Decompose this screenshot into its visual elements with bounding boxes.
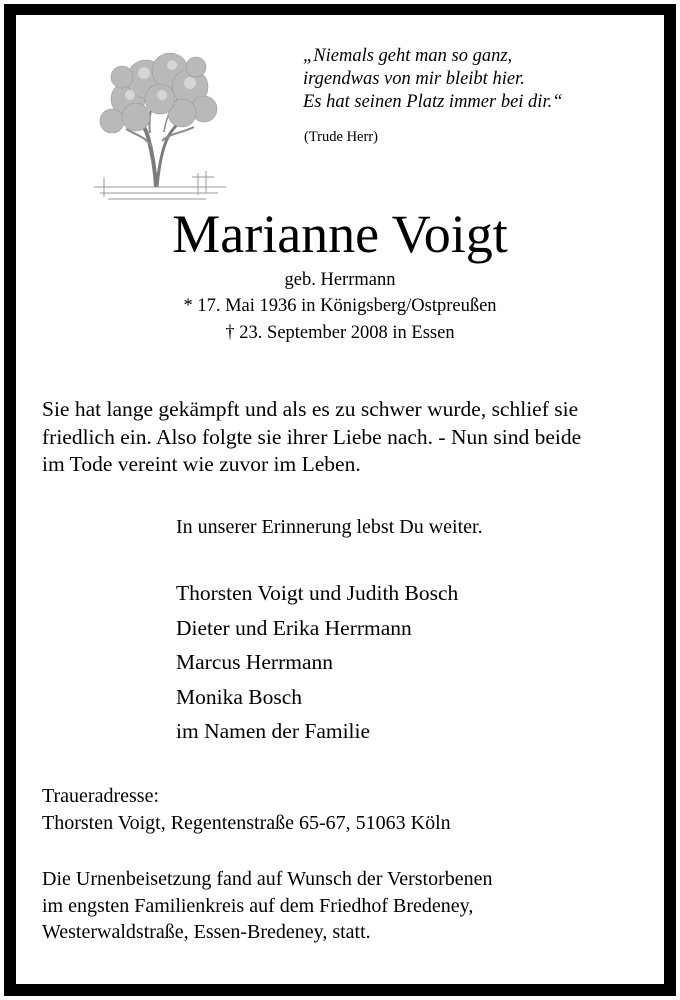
burial-line: Westerwaldstraße, Essen-Bredeney, statt.	[42, 921, 371, 943]
deceased-name: Marianne Voigt	[172, 204, 508, 264]
mourner: im Namen der Familie	[176, 719, 371, 743]
mourner: Thorsten Voigt und Judith Bosch	[176, 581, 459, 605]
quote-line: Es hat seinen Platz immer bei dir.“	[303, 92, 563, 112]
memory-text: In unserer Erinnerung lebst Du weiter.	[176, 516, 483, 538]
quote-line: „Niemals geht man so ganz,	[303, 46, 513, 66]
quote-line: irgendwas von mir bleibt hier.	[303, 69, 525, 89]
mourning-address: Thorsten Voigt, Regentenstraße 65-67, 51063 Köln	[42, 812, 451, 834]
mourners-list	[176, 576, 458, 749]
maiden-name: geb. Herrmann	[284, 270, 396, 290]
mourner: Dieter und Erika Herrmann	[176, 615, 412, 640]
quote-author: (Trude Herr)	[304, 129, 378, 145]
burial-notice	[42, 866, 493, 946]
tribute-line: im Tode vereint wie zuvor im Leben.	[42, 452, 361, 476]
quote	[303, 45, 563, 114]
tree-illustration	[86, 37, 234, 205]
birth-date: * 17. Mai 1936 in Königsberg/Ostpreußen	[183, 296, 497, 316]
burial-line: im engsten Familienkreis auf dem Friedhof Bredeney,	[42, 894, 474, 917]
mourner: Monika Bosch	[176, 684, 303, 709]
address-label: Traueradresse:	[42, 785, 160, 807]
burial-line: Die Urnenbeisetzung fand auf Wunsch der Verstorbenen	[42, 868, 493, 890]
tribute-line: Sie hat lange gekämpft und als es zu schwer wurde, schlief sie	[42, 397, 579, 421]
obituary-notice	[4, 4, 676, 996]
mourner: Marcus Herrmann	[176, 650, 334, 674]
tribute-text	[42, 396, 581, 479]
death-date: † 23. September 2008 in Essen	[225, 323, 455, 343]
tribute-line: friedlich ein. Also folgte sie ihrer Liebe nach. - Nun sind beide	[42, 424, 582, 449]
